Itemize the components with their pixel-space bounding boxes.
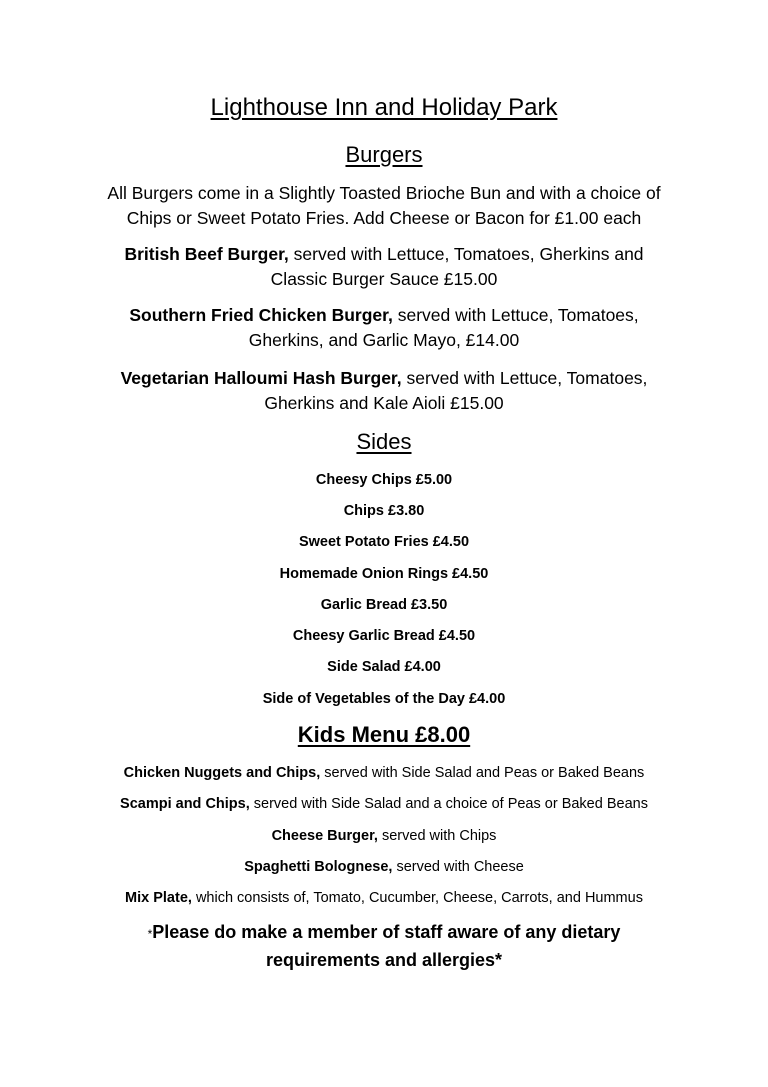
- note-asterisk: *: [147, 927, 153, 941]
- burger-item-desc: served with Lettuce, Tomatoes,: [401, 368, 648, 388]
- kids-item-desc: served with Cheese: [392, 859, 524, 875]
- kids-item-name: Cheese Burger,: [271, 828, 378, 844]
- burger-item-desc-line-2: Gherkins and Kale Aioli £15.00: [264, 393, 504, 413]
- burger-item-desc: served with Lettuce, Tomatoes,: [392, 305, 639, 325]
- kids-item: [60, 888, 708, 908]
- allergy-note: [100, 919, 668, 973]
- kids-item-name: Mix Plate,: [125, 890, 192, 906]
- kids-item: [60, 763, 708, 783]
- burger-item-name: Southern Fried Chicken Burger,: [129, 305, 393, 325]
- note-line-1: Please do make a member of staff aware of any dietary: [152, 922, 621, 942]
- kids-item-desc: served with Side Salad and a choice of Peas or Baked Beans: [249, 796, 648, 812]
- kids-menu-heading: Kids Menu £8.00: [297, 722, 471, 747]
- side-item: Homemade Onion Rings £4.50: [279, 566, 489, 582]
- burgers-intro: [80, 181, 688, 231]
- burger-item-desc: served with Lettuce, Tomatoes, Gherkins and: [288, 244, 644, 264]
- burgers-intro-line-2: Chips or Sweet Potato Fries. Add Cheese or Bacon for £1.00 each: [126, 208, 642, 228]
- kids-item: [60, 857, 708, 877]
- burger-item-name: British Beef Burger,: [124, 244, 289, 264]
- burger-item-name: Vegetarian Halloumi Hash Burger,: [120, 368, 402, 388]
- kids-item: [60, 794, 708, 814]
- side-item: Side Salad £4.00: [327, 659, 441, 675]
- burger-item: [80, 303, 688, 353]
- side-item: Sweet Potato Fries £4.50: [298, 534, 470, 550]
- side-item: Cheesy Garlic Bread £4.50: [292, 628, 476, 644]
- kids-item-desc: served with Side Salad and Peas or Baked Beans: [320, 765, 645, 781]
- sides-heading: Sides: [356, 429, 412, 454]
- kids-item: [60, 826, 708, 846]
- kids-item-desc: served with Chips: [377, 828, 497, 844]
- note-line-2: requirements and allergies*: [265, 950, 503, 970]
- burgers-intro-line-1: All Burgers come in a Slightly Toasted Brioche Bun and with a choice of: [107, 183, 661, 203]
- burgers-heading: Burgers: [345, 142, 423, 167]
- side-item: Side of Vegetables of the Day £4.00: [262, 691, 506, 707]
- kids-item-name: Chicken Nuggets and Chips,: [123, 765, 321, 781]
- burger-item: [80, 366, 688, 416]
- side-item: Garlic Bread £3.50: [320, 597, 448, 613]
- page-title: Lighthouse Inn and Holiday Park: [210, 94, 558, 121]
- side-item: Chips £3.80: [343, 503, 425, 519]
- kids-item-desc: which consists of, Tomato, Cucumber, Cheese, Carrots, and Hummus: [191, 890, 643, 906]
- side-item: Cheesy Chips £5.00: [315, 472, 453, 488]
- burger-item-desc-line-2: Gherkins, and Garlic Mayo, £14.00: [248, 330, 520, 350]
- kids-item-name: Spaghetti Bolognese,: [244, 859, 393, 875]
- kids-item-name: Scampi and Chips,: [120, 796, 250, 812]
- burger-item-desc-line-2: Classic Burger Sauce £15.00: [270, 269, 498, 289]
- burger-item: [80, 242, 688, 292]
